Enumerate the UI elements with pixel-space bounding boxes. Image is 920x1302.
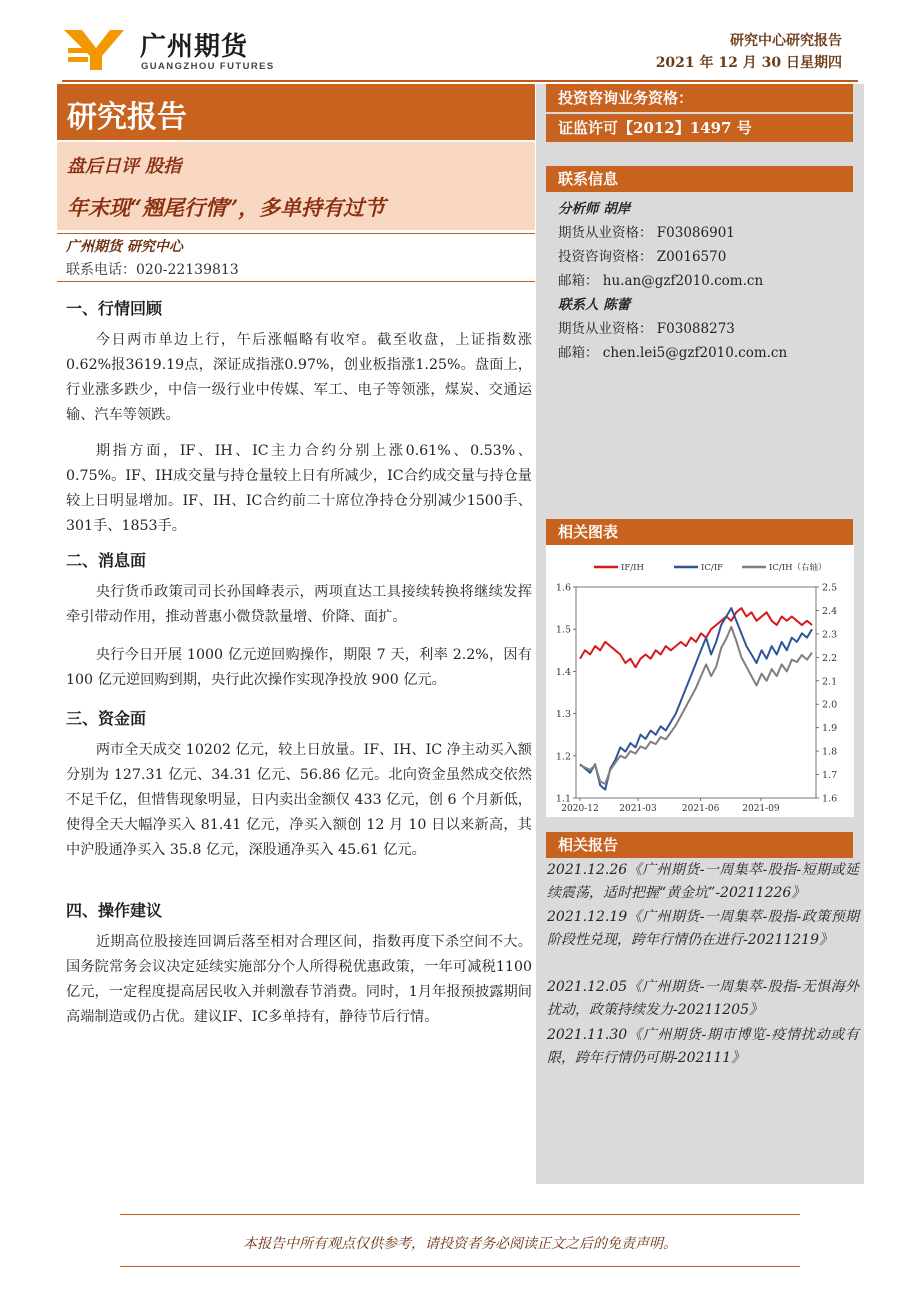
y-left-tick-label: 1.3 bbox=[555, 709, 571, 721]
y-right-tick-label: 2.5 bbox=[822, 582, 838, 594]
section-paragraph: 两市全天成交 10202 亿元，较上日放量。IF、IH、IC 净主动买入额分别为 127.31 亿元、34.31 亿元、56.86 亿元。北向资金虽然成交依然不足千亿，但惜售现象明显，日内卖出金额仅 433 亿元，创 6 个月新低，使得全天大幅净买入 81.41 亿元，净买入额创 12 月 10 日以来新高，其中沪股通净买入 35.8 亿元，深股通净买入 45.61 亿元。 bbox=[66, 742, 532, 858]
brand-logo bbox=[62, 26, 282, 76]
section-paragraph: 央行今日开展 1000 亿元逆回购操作，期限 7 天，利率 2.2%，因有 100 亿元逆回购到期，央行此次操作实现净投放 900 亿元。 bbox=[66, 647, 532, 688]
y-right-tick-label: 2.4 bbox=[822, 605, 838, 617]
header-report-type: 研究中心研究报告 bbox=[730, 33, 842, 49]
y-left-tick-label: 1.1 bbox=[555, 793, 571, 805]
y-right-tick-label: 1.7 bbox=[822, 770, 838, 782]
section-paragraph: 近期高位股接连回调后落至相对合理区间，指数再度下杀空间不大。国务院常务会议决定延续实施部分个人所得税优惠政策，一年可减税1100亿元，一定程度提高居民收入并刺激春节消费。同时，1月年报预披露期间高端制造或仍占优。建议IF、IC多单持有，静待节后行情。 bbox=[66, 934, 532, 1025]
related-report-item[interactable]: 2021.12.19《广州期货-一周集萃-股指-政策预期阶段性兑现，跨年行情仍在进行-20211219》 bbox=[547, 909, 859, 948]
subtitle-band bbox=[57, 142, 535, 230]
related-report-item[interactable]: 2021.11.30《广州期货-期市博览-疫情扰动或有限，跨年行情仍可期-202111》 bbox=[547, 1027, 859, 1066]
legend-label: IC/IH（右轴） bbox=[769, 563, 827, 573]
report-title-band bbox=[57, 84, 535, 140]
contact-person-name: 联系人 陈蕾 bbox=[558, 297, 631, 313]
x-tick-label: 2021-06 bbox=[681, 804, 720, 814]
section-title: 一、行情回顾 bbox=[66, 299, 163, 318]
chart-section-title: 相关图表 bbox=[546, 519, 853, 545]
brand-name-cn: 广州期货 bbox=[140, 32, 249, 62]
y-right-tick-label: 1.6 bbox=[822, 793, 838, 805]
y-left-tick-label: 1.5 bbox=[555, 624, 571, 636]
divider bbox=[57, 281, 535, 282]
section-title: 四、操作建议 bbox=[66, 901, 163, 920]
disclaimer: 本报告中所有观点仅供参考，请投资者务必阅读正文之后的免责声明。 bbox=[243, 1236, 677, 1252]
contact-futures-license: 期货从业资格： F03088273 bbox=[558, 321, 735, 337]
y-left-tick-label: 1.2 bbox=[555, 751, 571, 763]
analyst-email: 邮箱： hu.an@gzf2010.com.cn bbox=[558, 273, 764, 289]
contact-section-title: 联系信息 bbox=[546, 166, 853, 192]
analyst-invest-license: 投资咨询资格： Z0016570 bbox=[558, 249, 727, 265]
section-paragraph: 期指方面，IF、IH、IC主力合约分别上涨0.61%、0.53%、0.75%。IF、IH成交量与持仓量较上日有所减少，IC合约成交量与持仓量较上日明显增加。IF、IH、IC合约前二十席位净持仓分别减少1500手、301手、1853手。 bbox=[66, 443, 532, 534]
y-right-tick-label: 1.9 bbox=[822, 723, 838, 735]
reports-section-title: 相关报告 bbox=[546, 832, 853, 858]
report-category: 盘后日评 股指 bbox=[67, 156, 182, 177]
ratio-chart-svg bbox=[546, 545, 854, 817]
y-right-tick-label: 2.0 bbox=[822, 699, 838, 711]
related-report-item[interactable]: 2021.12.05《广州期货-一周集萃-股指-无惧海外扰动，政策持续发力-20211205》 bbox=[547, 979, 859, 1018]
contact-phone: 联系电话：020-22139813 bbox=[66, 262, 239, 278]
x-tick-label: 2021-03 bbox=[619, 804, 657, 814]
qualification-value: 证监许可【2012】1497 号 bbox=[546, 114, 853, 142]
analyst-name: 分析师 胡岸 bbox=[558, 201, 631, 217]
y-right-tick-label: 1.8 bbox=[822, 746, 838, 758]
y-left-tick-label: 1.6 bbox=[555, 582, 571, 594]
brand-name-en: GUANGZHOU FUTURES bbox=[141, 61, 275, 72]
header-divider bbox=[62, 80, 858, 82]
y-right-tick-label: 2.1 bbox=[822, 676, 838, 688]
y-right-tick-label: 2.2 bbox=[822, 652, 838, 664]
footer-divider bbox=[120, 1266, 800, 1267]
section-title: 三、资金面 bbox=[66, 709, 147, 728]
report-title: 研究报告 bbox=[67, 100, 187, 135]
x-tick-label: 2020-12 bbox=[561, 804, 599, 814]
header-date: 2021 年 12 月 30 日星期四 bbox=[655, 55, 842, 71]
analyst-futures-license: 期货从业资格： F03086901 bbox=[558, 225, 735, 241]
qualification-label: 投资咨询业务资格： bbox=[546, 84, 853, 112]
related-report-item[interactable]: 2021.12.26《广州期货-一周集萃-股指-短期或延续震荡，适时把握“黄金坑”-20211226》 bbox=[547, 862, 859, 901]
divider bbox=[57, 233, 535, 234]
legend-label: IF/IH bbox=[621, 563, 644, 573]
ratio-chart bbox=[546, 545, 854, 817]
legend-label: IC/IF bbox=[701, 563, 723, 573]
section-paragraph: 央行货币政策司司长孙国峰表示，两项直达工具接续转换将继续发挥牵引带动作用，推动普惠小微贷款量增、价降、面扩。 bbox=[66, 584, 532, 625]
y-left-tick-label: 1.4 bbox=[555, 666, 571, 678]
organization: 广州期货 研究中心 bbox=[66, 239, 183, 255]
report-headline: 年末现“翘尾行情”，多单持有过节 bbox=[67, 195, 386, 220]
series-line-0 bbox=[580, 608, 812, 667]
section-paragraph: 今日两市单边上行，午后涨幅略有收窄。截至收盘，上证指数涨0.62%报3619.19点，深证成指涨0.97%，创业板指涨1.25%。盘面上，行业涨多跌少，中信一级行业中传媒、军工、电子等领涨，煤炭、交通运输、汽车等领跌。 bbox=[66, 332, 532, 423]
footer-divider bbox=[120, 1214, 800, 1215]
contact-email: 邮箱： chen.lei5@gzf2010.com.cn bbox=[558, 345, 788, 361]
header-meta bbox=[656, 30, 842, 74]
section-title: 二、消息面 bbox=[66, 551, 147, 570]
guangzhou-futures-logo-icon bbox=[62, 28, 126, 72]
x-tick-label: 2021-09 bbox=[742, 804, 780, 814]
y-right-tick-label: 2.3 bbox=[822, 629, 838, 641]
